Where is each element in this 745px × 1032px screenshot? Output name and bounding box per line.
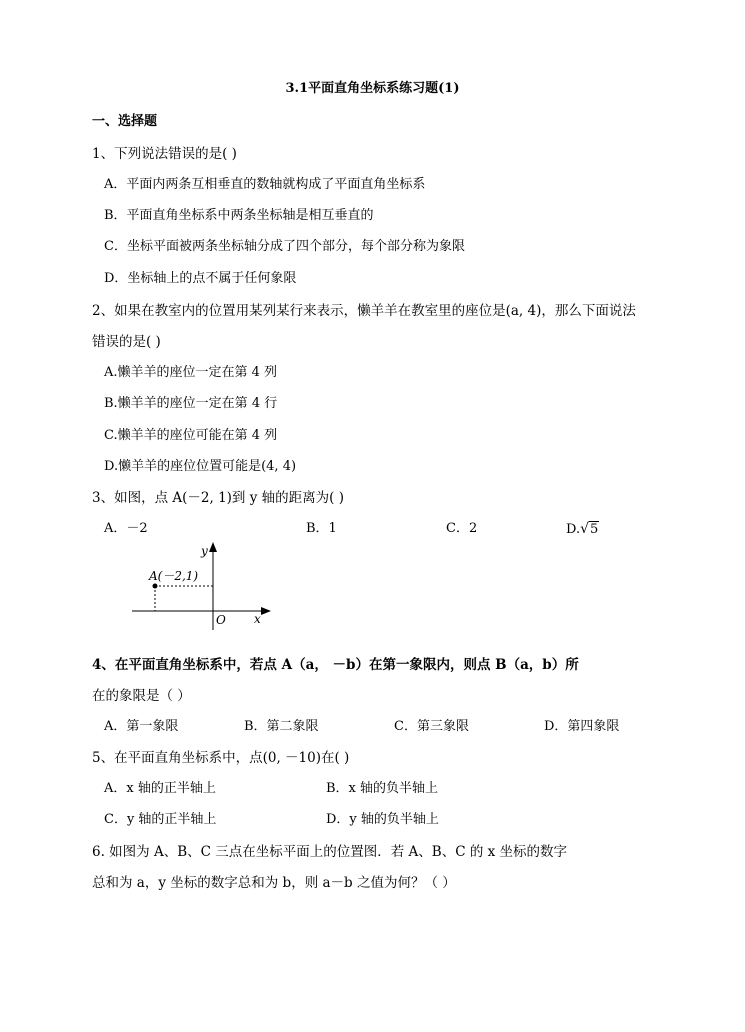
q3-option-d [566,520,599,539]
point-a [153,584,158,589]
q1-option-b: B．平面直角坐标系中两条坐标轴是相互垂直的 [104,208,374,223]
sqrt-sign-icon: √ [580,521,590,537]
q3-option-d-radicand: 5 [590,522,599,537]
q2-stem-line1: 2、如果在教室内的位置用某列某行来表示，懒羊羊在教室里的座位是(a, 4)，那么下面说法 [92,303,636,319]
q3-option-a: A．－2 [104,521,148,536]
q4-option-c: C．第三象限 [394,719,469,734]
q5-option-a: A．x 轴的正半轴上 [104,781,216,796]
q1-option-c: C．坐标平面被两条坐标轴分成了四个部分，每个部分称为象限 [104,239,465,254]
q3-option-b: B．1 [306,521,337,536]
x-axis-label: x [254,612,261,626]
q4-option-d: D．第四象限 [544,719,620,734]
q3-option-c: C．2 [446,521,478,536]
q5-option-b: B．x 轴的负半轴上 [326,781,439,796]
q4-stem-line2: 在的象限是（ ） [92,688,191,704]
q1-option-d: D．坐标轴上的点不属于任何象限 [104,271,297,286]
y-axis-arrow-icon [209,542,217,552]
q2-option-c: C.懒羊羊的座位可能在第 4 列 [104,428,278,443]
q3-option-d-letter: D. [566,522,581,537]
q1-option-a: A．平面内两条互相垂直的数轴就构成了平面直角坐标系 [104,177,426,192]
section-heading: 一、选择题 [92,114,158,129]
q6-stem-line1: 6. 如图为 A、B、C 三点在坐标平面上的位置图．若 A、B、C 的 x 坐标的数字 [92,844,568,860]
q6-stem-line2: 总和为 a，y 坐标的数字总和为 b，则 a－b 之值为何？（ ） [92,875,456,891]
page-title: 3.1平面直角坐标系练习题(1) [285,81,460,96]
q4-stem-line1: 4、在平面直角坐标系中，若点 A（a， －b）在第一象限内，则点 B（a，b）所 [92,657,579,673]
q2-option-a: A.懒羊羊的座位一定在第 4 列 [104,365,278,380]
origin-label: O [216,613,226,627]
q4-option-a: A．第一象限 [104,719,179,734]
q3-coordinate-figure [128,540,278,632]
y-axis-label: y [201,544,208,558]
q5-option-d: D．y 轴的负半轴上 [326,812,439,827]
q5-option-c: C．y 轴的正半轴上 [104,812,217,827]
q1-stem: 1、下列说法错误的是( ) [92,146,237,162]
q4-option-b: B．第二象限 [244,719,319,734]
point-a-label: A(－2,1) [149,569,199,583]
q3-stem: 3、如图，点 A(－2, 1)到 y 轴的距离为( ) [92,490,344,506]
q2-option-d: D.懒羊羊的座位位置可能是(4, 4) [104,459,297,474]
q2-stem-line2: 错误的是( ) [92,334,161,350]
q2-option-b: B.懒羊羊的座位一定在第 4 行 [104,396,278,411]
x-axis-arrow-icon [261,607,271,615]
q5-stem: 5、在平面直角坐标系中，点(0, －10)在( ) [92,750,350,766]
